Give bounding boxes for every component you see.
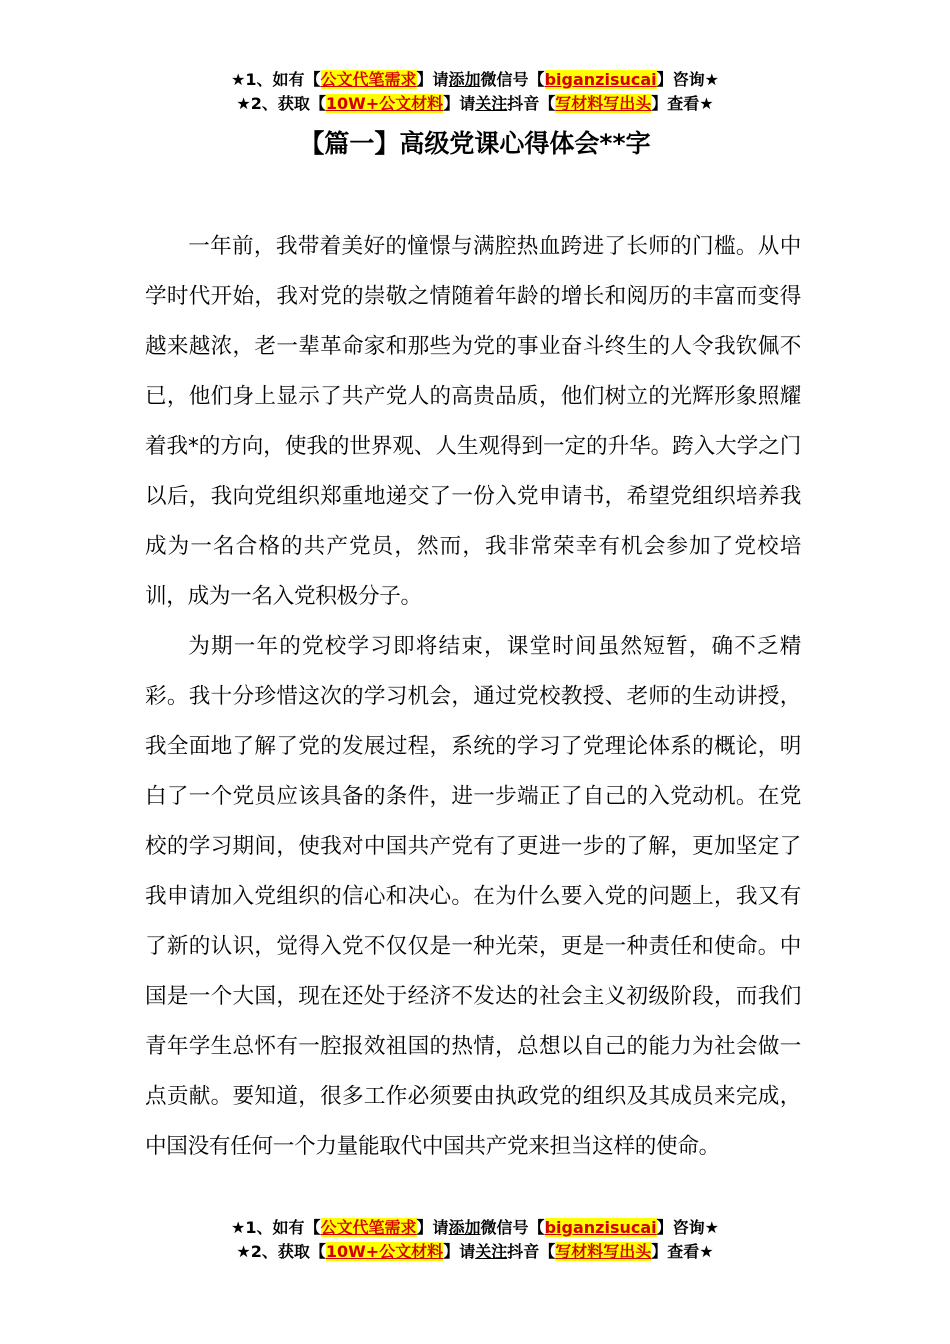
promo-line-2: [0, 92, 950, 116]
promo-highlight-service: 公文代笔需求: [320, 70, 417, 89]
promo-line-1: [0, 1216, 950, 1240]
promo-emphasis: 添加: [448, 70, 481, 89]
promo-highlight-douyin: 写材料写出头: [555, 1242, 652, 1261]
promo-emphasis: 关注: [475, 94, 508, 113]
promo-text: 微信号【: [480, 70, 545, 89]
promo-emphasis: 添加: [448, 1218, 481, 1237]
promo-text: 】请: [443, 1242, 476, 1261]
promo-text: 微信号【: [480, 1218, 545, 1237]
promo-line-2: [0, 1240, 950, 1264]
promo-text: ★1、如有【: [231, 70, 321, 89]
promo-text: 抖音【: [507, 94, 556, 113]
promo-text: 】咨询★: [656, 70, 719, 89]
paragraph-2: 为期一年的党校学习即将结束，课堂时间虽然短暂，确不乏精彩。我十分珍惜这次的学习机会，通过党校教授、老师的生动讲授，我全面地了解了党的发展过程，系统的学习了党理论体系的概论，明白了一个党员应该具备的条件，进一步端正了自己的入党动机。在党校的学习期间，使我对中国共产党有了更进一步的了解，更加坚定了我申请加入党组织的信心和决心。在为什么要入党的问题上，我又有了新的认识，觉得入党不仅仅是一种光荣，更是一种责任和使命。中国是一个大国，现在还处于经济不发达的社会主义初级阶段，而我们青年学生总怀有一腔报效祖国的热情，总想以自己的能力为社会做一点贡献。要知道，很多工作必须要由执政党的组织及其成员来完成，中国没有任何一个力量能取代中国共产党来担当这样的使命。: [145, 634, 801, 1159]
promo-line-1: [0, 68, 950, 92]
promo-highlight-wechat-id: biganzisucai: [544, 1218, 657, 1237]
promo-highlight-materials: 10W+公文材料: [325, 1242, 444, 1261]
promo-text: 】查看★: [651, 94, 714, 113]
promo-text: 】咨询★: [656, 1218, 719, 1237]
promo-text: ★2、获取【: [236, 94, 326, 113]
bottom-promo-banner: [0, 1216, 950, 1264]
top-promo-banner: [0, 68, 950, 116]
promo-text: 】请: [416, 1218, 449, 1237]
promo-text: ★1、如有【: [231, 1218, 321, 1237]
promo-highlight-service: 公文代笔需求: [320, 1218, 417, 1237]
promo-text: 抖音【: [507, 1242, 556, 1261]
promo-emphasis: 关注: [475, 1242, 508, 1261]
promo-text: 】请: [416, 70, 449, 89]
paragraph-1: 一年前，我带着美好的憧憬与满腔热血跨进了长师的门槛。从中学时代开始，我对党的崇敬之情随着年龄的增长和阅历的丰富而变得越来越浓，老一辈革命家和那些为党的事业奋斗终生的人令我钦佩不已，他们身上显示了共产党人的高贵品质，他们树立的光辉形象照耀着我*的方向，使我的世界观、人生观得到一定的升华。跨入大学之门以后，我向党组织郑重地递交了一份入党申请书，希望党组织培养我成为一名合格的共产党员，然而，我非常荣幸有机会参加了党校培训，成为一名入党积极分子。: [145, 234, 801, 609]
document-body: [145, 222, 801, 1172]
document-title: 【篇一】高级党课心得体会**字: [299, 129, 651, 158]
promo-highlight-douyin: 写材料写出头: [555, 94, 652, 113]
promo-highlight-wechat-id: biganzisucai: [544, 70, 657, 89]
promo-text: 】请: [443, 94, 476, 113]
promo-text: ★2、获取【: [236, 1242, 326, 1261]
promo-highlight-materials: 10W+公文材料: [325, 94, 444, 113]
promo-text: 】查看★: [651, 1242, 714, 1261]
